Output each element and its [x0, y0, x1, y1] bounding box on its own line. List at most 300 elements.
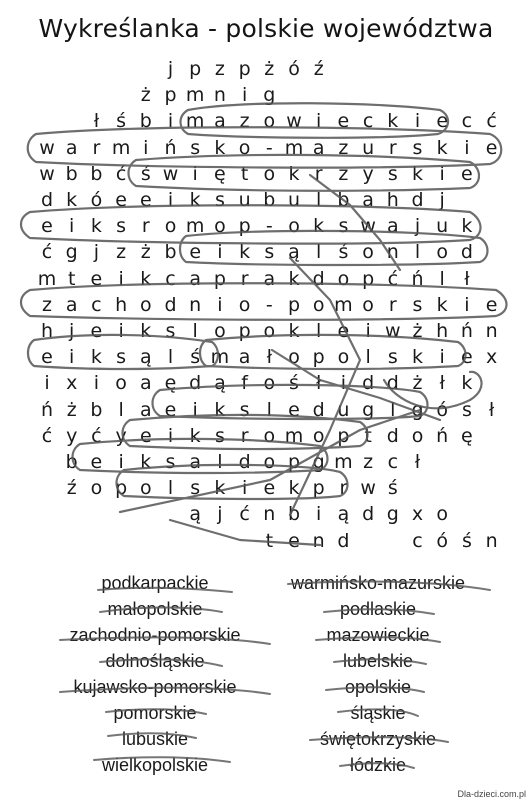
grid-letter: e	[461, 162, 473, 185]
grid-letter: ó	[90, 189, 103, 211]
grid-letter: o	[263, 372, 276, 395]
grid-letter: i	[192, 162, 198, 185]
grid-letter: i	[365, 320, 371, 342]
grid-letter: ł	[439, 372, 445, 395]
grid-letter: w	[39, 136, 55, 159]
grid-letter: o	[288, 346, 300, 369]
grid-letter: i	[118, 451, 124, 473]
grid-letter: t	[265, 529, 274, 552]
grid-letter: ą	[214, 372, 226, 395]
word-lodzkie: łódzkie	[349, 755, 407, 775]
grid-letter: e	[139, 424, 152, 447]
grid-letter: s	[461, 398, 472, 421]
grid-letter: o	[263, 320, 276, 342]
grid-letter: o	[139, 477, 152, 500]
grid-letter: ł	[464, 267, 470, 290]
grid-letter: e	[164, 398, 177, 421]
grid-letter: o	[337, 346, 350, 369]
grid-letter: k	[461, 372, 473, 395]
grid-letter: s	[190, 136, 201, 159]
grid-letter: ś	[140, 162, 151, 185]
grid-letter: c	[165, 267, 176, 290]
grid-letter: b	[263, 189, 276, 211]
grid-letter: o	[238, 293, 251, 316]
grid-letter: w	[360, 215, 376, 238]
grid-letter: l	[414, 241, 421, 264]
word-zachodnio-pomorskie: zachodnio-pomorskie	[69, 625, 241, 645]
grid-letter: i	[217, 241, 223, 264]
grid-letter: c	[412, 529, 423, 552]
grid-letter: l	[217, 451, 223, 473]
grid-letter: m	[284, 136, 304, 159]
grid-letter: d	[238, 451, 251, 473]
grid-letter: d	[164, 293, 177, 316]
grid-letter: ć	[41, 424, 53, 447]
grid-letter: g	[312, 451, 325, 473]
grid-letter: i	[167, 189, 174, 211]
grid-letter: m	[111, 136, 131, 159]
grid-letter: d	[386, 424, 399, 447]
grid-letter: x	[411, 503, 424, 526]
grid-letter: i	[69, 346, 75, 369]
grid-letter: p	[312, 346, 325, 369]
grid-letter: o	[411, 424, 424, 447]
grid-letter: i	[439, 346, 445, 369]
grid-letter: ł	[315, 372, 322, 395]
word-slaskie: śląskie	[350, 703, 406, 723]
grid-letter: ś	[461, 529, 472, 552]
grid-letter: l	[167, 346, 174, 369]
grid-letter: m	[37, 267, 57, 290]
grid-letter: ą	[139, 346, 152, 369]
grid-letter: w	[385, 320, 401, 342]
grid-letter: l	[439, 267, 445, 290]
grid-letter: m	[334, 293, 353, 316]
grid-letter: j	[414, 215, 421, 238]
grid-letter: p	[238, 320, 251, 342]
grid-letter: b	[337, 189, 350, 211]
grid-letter: m	[284, 424, 304, 447]
grid-letter: u	[362, 136, 375, 159]
grid-letter: a	[238, 346, 251, 369]
grid-letter: b	[65, 451, 78, 473]
grid-letter: e	[436, 110, 449, 133]
grid-letter: n	[312, 529, 325, 552]
grid-letter: e	[337, 320, 350, 342]
grid-letter: k	[214, 398, 226, 421]
grid-letter: z	[42, 293, 52, 316]
grid-letter: a	[139, 398, 152, 421]
grid-letter: l	[316, 189, 322, 211]
grid-letter: ł	[93, 110, 100, 133]
grid-letter: i	[316, 503, 322, 526]
grid-letter: i	[241, 477, 248, 500]
grid-letter: s	[116, 215, 127, 238]
grid-letter: i	[143, 136, 149, 159]
grid-letter: ż	[140, 241, 151, 264]
grid-letter: j	[217, 503, 223, 526]
word-lubelskie: lubelskie	[342, 651, 414, 671]
word-swietokrzyskie: świętokrzyskie	[319, 729, 437, 749]
grid-letter: l	[192, 320, 198, 342]
grid-letter: i	[439, 162, 445, 185]
word-mazowieckie: mazowieckie	[326, 625, 430, 645]
grid-letter: g	[362, 398, 375, 421]
grid-letter: a	[386, 215, 399, 238]
grid-letter: p	[312, 477, 325, 500]
grid-letter: ę	[164, 372, 177, 395]
grid-letter: c	[387, 451, 399, 473]
grid-letter: s	[387, 162, 398, 185]
grid-letter: h	[386, 189, 399, 211]
grid-letter: i	[167, 110, 174, 133]
grid-letter: i	[464, 293, 470, 316]
grid-letter: z	[363, 451, 374, 473]
grid-letter: i	[118, 267, 124, 290]
grid-letter: r	[141, 215, 150, 238]
grid-letter: p	[115, 477, 128, 500]
grid-letter: e	[288, 398, 300, 421]
grid-letter: d	[362, 372, 375, 395]
grid-letter: d	[386, 372, 399, 395]
grid-letter: e	[461, 346, 473, 369]
grid-letter: ż	[66, 398, 77, 421]
word-podkarpackie: podkarpackie	[101, 573, 209, 593]
grid-letter: k	[461, 215, 473, 238]
word-kujawsko-pomorskie: kujawsko-pomorskie	[73, 677, 237, 697]
grid-letter: g	[65, 241, 78, 264]
grid-letter: t	[240, 162, 249, 185]
grid-letter: i	[340, 372, 347, 395]
grid-letter: d	[460, 241, 473, 264]
word-wielkopolskie: wielkopolskie	[101, 755, 209, 775]
grid-letter: j	[93, 241, 100, 264]
grid-letter: s	[214, 189, 225, 211]
grid-letter: j	[69, 320, 75, 342]
grid-letter: h	[436, 320, 449, 342]
grid-letter: l	[266, 398, 272, 421]
grid-letter: u	[287, 189, 301, 211]
grid-letter: -	[265, 136, 273, 159]
grid-letter: z	[116, 241, 127, 264]
grid-letter: ć	[91, 424, 102, 447]
grid-letter: i	[316, 110, 322, 133]
grid-letter: ą	[337, 503, 350, 526]
grid-letter: a	[139, 372, 152, 395]
grid-letter: r	[388, 136, 397, 159]
grid-letter: ś	[387, 477, 398, 500]
grid-letter: ó	[436, 398, 448, 421]
grid-letter: r	[240, 267, 249, 290]
grid-letter: e	[90, 451, 103, 473]
grid-letter: a	[263, 267, 276, 290]
grid-letter: k	[189, 189, 201, 211]
grid-letter: a	[362, 189, 374, 211]
grid-letter: k	[189, 424, 201, 447]
grid-letter: l	[390, 398, 396, 421]
grid-letter: e	[139, 189, 152, 211]
grid-letter: a	[214, 110, 226, 133]
grid-letter: ń	[436, 424, 449, 447]
grid-letter: n	[485, 320, 498, 342]
grid-letter: l	[118, 398, 124, 421]
grid-letter: k	[411, 162, 423, 185]
grid-letter: i	[118, 320, 124, 342]
grid-letter: j	[167, 58, 174, 80]
grid-letter: e	[115, 189, 127, 211]
grid-letter: j	[439, 189, 445, 211]
word-warminsko-mazurskie: warmińsko-mazurskie	[290, 573, 466, 593]
grid-letter: l	[167, 477, 174, 500]
grid-letter: i	[44, 372, 50, 395]
grid-letter: s	[116, 346, 127, 369]
grid-letter: a	[65, 293, 78, 316]
grid-letter: e	[90, 320, 103, 342]
grid-letter: l	[316, 320, 322, 342]
grid-letter: k	[288, 320, 300, 342]
grid-letter: ł	[488, 398, 495, 421]
grid-letter: o	[90, 477, 103, 500]
grid-letter: h	[115, 293, 128, 316]
grid-letter: y	[362, 162, 374, 185]
grid-letter: p	[238, 58, 251, 80]
grid-letter: b	[90, 162, 103, 185]
grid-letter: m	[185, 84, 205, 107]
grid-letter: k	[411, 346, 423, 369]
grid-letter: e	[485, 136, 498, 159]
grid-letter: k	[288, 477, 300, 500]
grid-letter: ż	[412, 320, 423, 342]
grid-letter: -	[265, 215, 273, 238]
word-pomorskie: pomorskie	[113, 703, 197, 723]
grid-letter: m	[185, 110, 205, 133]
grid-letter: i	[217, 293, 223, 316]
grid-letter: ż	[264, 58, 275, 80]
grid-letter: z	[239, 110, 250, 133]
word-opolskie: opolskie	[344, 677, 412, 697]
grid-letter: e	[337, 110, 350, 133]
grid-letter: ą	[189, 503, 202, 526]
grid-letter: a	[189, 451, 202, 473]
grid-letter: e	[263, 477, 276, 500]
grid-letter: p	[238, 215, 251, 238]
grid-letter: g	[411, 398, 424, 421]
grid-letter: p	[337, 424, 350, 447]
grid-letter: u	[436, 215, 449, 238]
grid-letter: g	[263, 84, 276, 107]
grid-letter: ł	[266, 346, 272, 369]
grid-letter: s	[165, 320, 176, 342]
grid-letter: k	[140, 320, 152, 342]
grid-letter: r	[240, 424, 249, 447]
grid-letter: o	[362, 293, 374, 316]
grid-letter: b	[287, 503, 301, 526]
grid-letter: e	[288, 529, 300, 552]
grid-letter: d	[40, 189, 54, 211]
grid-letter: a	[312, 136, 325, 159]
grid-letter: ć	[387, 267, 399, 290]
grid-letter: k	[90, 346, 102, 369]
grid-letter: s	[214, 424, 225, 447]
grid-letter: ś	[338, 241, 349, 264]
grid-letter: y	[66, 424, 78, 447]
grid-letter: l	[365, 346, 371, 369]
grid-letter: o	[263, 451, 276, 473]
grid-letter: r	[339, 477, 348, 500]
grid-letter: ź	[66, 477, 77, 500]
grid-letter: z	[338, 162, 349, 185]
grid-letter: k	[214, 477, 226, 500]
grid-letter: g	[386, 503, 399, 526]
grid-letter: p	[362, 267, 375, 290]
grid-letter: d	[411, 189, 424, 211]
grid-letter: o	[436, 503, 448, 526]
grid-letter: d	[362, 503, 375, 526]
grid-letter: p	[287, 451, 301, 473]
grid-letter: i	[464, 136, 470, 159]
grid-letter: s	[412, 136, 423, 159]
grid-letter: r	[92, 136, 101, 159]
grid-letter: w	[286, 110, 302, 133]
grid-letter: m	[210, 346, 230, 369]
grid-letter: o	[337, 267, 350, 290]
grid-letter: k	[288, 267, 300, 290]
grid-letter: n	[263, 503, 276, 526]
grid-letter: l	[316, 241, 322, 264]
grid-letter: k	[288, 162, 300, 185]
grid-letter: o	[312, 424, 325, 447]
grid-letter: d	[337, 529, 350, 552]
grid-letter: m	[185, 215, 205, 238]
grid-letter: o	[263, 110, 276, 133]
grid-letter: ź	[313, 58, 324, 80]
grid-letter: c	[362, 110, 374, 133]
puzzle-title: Wykreślanka - polskie województwa	[38, 14, 494, 43]
grid-letter: k	[313, 215, 325, 238]
grid-letter: o	[115, 372, 127, 395]
grid-letter: w	[360, 477, 376, 500]
grid-letter: f	[241, 372, 248, 395]
grid-letter: b	[139, 110, 152, 133]
grid-letter: p	[189, 58, 202, 80]
grid-letter: i	[241, 84, 248, 107]
grid-letter: ż	[140, 84, 151, 107]
grid-letter: p	[213, 267, 226, 290]
grid-letter: y	[115, 424, 127, 447]
grid-letter: u	[238, 189, 251, 211]
grid-letter: n	[189, 293, 202, 316]
grid-letter: o	[263, 162, 276, 185]
grid-letter: k	[387, 110, 399, 133]
grid-letter: k	[140, 267, 152, 290]
grid-letter: -	[265, 293, 273, 316]
grid-letter: ł	[414, 451, 421, 473]
grid-letter: ń	[164, 136, 177, 159]
grid-letter: o	[214, 320, 226, 342]
grid-letter: x	[66, 372, 78, 395]
grid-letter: ć	[486, 110, 497, 133]
grid-letter: d	[189, 372, 202, 395]
grid-letter: a	[189, 267, 202, 290]
grid-letter: k	[140, 451, 152, 473]
grid-letter: s	[387, 346, 398, 369]
grid-letter: ą	[288, 241, 300, 264]
grid-letter: s	[338, 215, 349, 238]
grid-letter: p	[164, 84, 177, 107]
grid-letter: k	[436, 293, 448, 316]
site-credit: Dla-dzieci.com.pl	[457, 789, 526, 799]
grid-letter: t	[67, 267, 76, 290]
grid-letter: p	[287, 293, 301, 316]
grid-letter: i	[167, 424, 174, 447]
word-dolnoslaskie: dolnośląskie	[105, 651, 205, 671]
grid-letter: ó	[288, 58, 300, 80]
grid-letter: k	[214, 136, 226, 159]
grid-letter: c	[461, 110, 473, 133]
grid-letter: k	[239, 241, 251, 264]
grid-letter: e	[41, 346, 53, 369]
word-lubuskie: lubuskie	[121, 729, 189, 749]
grid-letter: s	[165, 451, 176, 473]
grid-letter: o	[263, 424, 276, 447]
grid-letter: d	[312, 398, 325, 421]
grid-letter: o	[288, 215, 300, 238]
grid-letter: a	[65, 136, 78, 159]
grid-letter: w	[162, 162, 179, 185]
grid-letter: ć	[41, 241, 53, 264]
grid-letter: o	[362, 241, 374, 264]
grid-letter: r	[388, 293, 397, 316]
grid-letter: ę	[214, 162, 226, 185]
grid-letter: n	[485, 529, 498, 552]
grid-letter: o	[214, 215, 226, 238]
grid-letter: t	[364, 424, 372, 447]
grid-letter: z	[214, 58, 225, 80]
grid-letter: s	[190, 477, 201, 500]
grid-letter: e	[90, 267, 103, 290]
grid-letter: ć	[239, 503, 250, 526]
grid-letter: e	[189, 241, 202, 264]
grid-letter: e	[485, 293, 498, 316]
grid-letter: o	[164, 215, 177, 238]
grid-letter: d	[312, 267, 325, 290]
grid-letter: s	[412, 293, 423, 316]
grid-letter: ę	[461, 424, 473, 447]
grid-letter: x	[485, 346, 498, 369]
grid-letter: r	[314, 162, 323, 185]
grid-letter: i	[93, 372, 100, 395]
grid-letter: ż	[412, 372, 423, 395]
grid-letter: c	[91, 293, 102, 316]
grid-letter: m	[334, 451, 353, 473]
grid-letter: u	[337, 398, 350, 421]
grid-letter: ć	[115, 162, 127, 185]
grid-letter: b	[164, 241, 177, 264]
grid-letter: k	[66, 189, 78, 211]
grid-letter: b	[90, 398, 103, 421]
grid-letter: k	[436, 136, 448, 159]
grid-letter: o	[139, 293, 152, 316]
grid-letter: i	[192, 398, 198, 421]
grid-letter: ń	[40, 398, 54, 421]
grid-letter: o	[238, 136, 251, 159]
grid-letter: o	[312, 293, 325, 316]
word-podlaskie: podlaskie	[339, 599, 417, 619]
grid-letter: ń	[460, 320, 473, 342]
grid-letter: i	[414, 110, 421, 133]
grid-letter: ó	[436, 529, 448, 552]
grid-letter: ś	[289, 372, 299, 395]
